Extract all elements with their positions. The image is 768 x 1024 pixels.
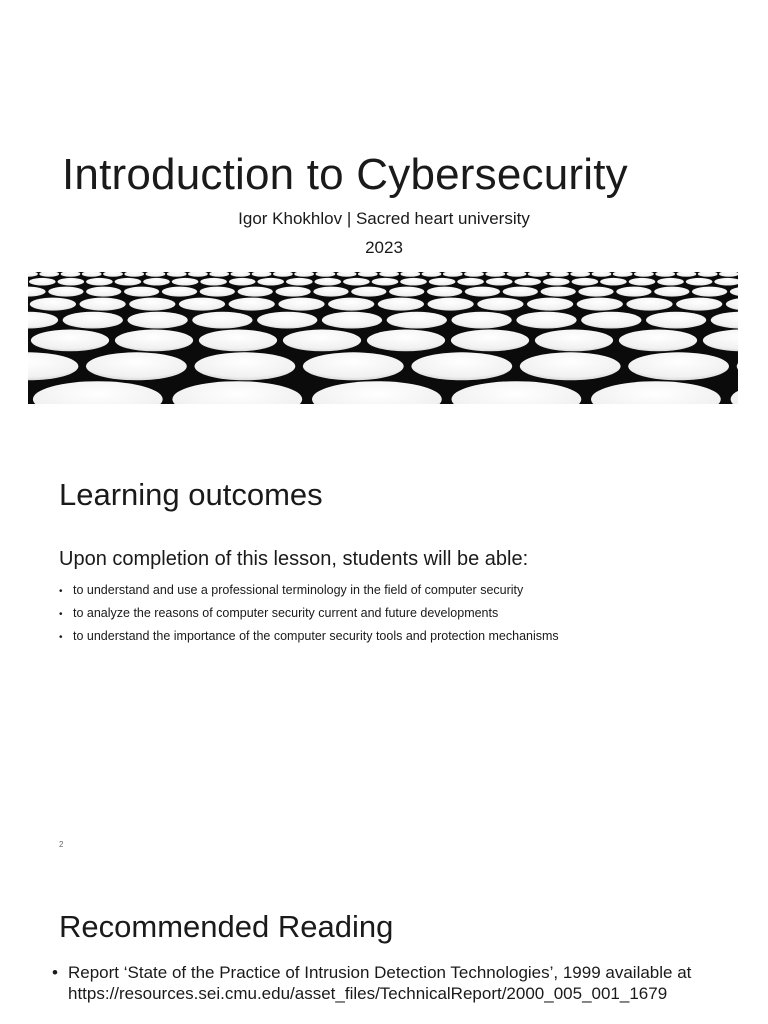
disc-shape: [179, 298, 225, 311]
disc-shape: [507, 272, 527, 277]
disc-shape: [63, 312, 123, 329]
disc-shape: [655, 272, 675, 277]
disc-shape: [572, 278, 599, 286]
disc-shape: [452, 381, 582, 404]
disc-shape: [172, 381, 302, 404]
bullet-icon: •: [59, 632, 63, 643]
disc-shape: [86, 287, 121, 297]
learning-outcomes-lead: Upon completion of this lesson, students will be able:: [59, 548, 529, 570]
disc-shape: [686, 278, 713, 286]
disc-shape: [422, 272, 442, 277]
disc-shape: [516, 312, 576, 329]
disc-shape: [273, 272, 293, 277]
disc-shape: [129, 298, 175, 311]
disc-shape: [199, 330, 277, 352]
disc-shape: [39, 272, 59, 277]
disc-shape: [628, 352, 729, 380]
disc-shape: [378, 298, 424, 311]
disc-shape: [115, 330, 193, 352]
disc-shape: [719, 272, 738, 277]
disc-shape: [276, 287, 311, 297]
disc-shape: [351, 287, 386, 297]
disc-shape: [503, 287, 538, 297]
disc-shape: [703, 330, 738, 352]
disc-shape: [257, 312, 317, 329]
disc-shape: [379, 272, 399, 277]
disc-shape: [315, 278, 342, 286]
disc-shape: [676, 298, 722, 311]
disc-shape: [477, 298, 523, 311]
disc-shape: [427, 287, 462, 297]
disc-shape: [128, 312, 188, 329]
disc-shape: [400, 272, 420, 277]
disc-shape: [172, 278, 199, 286]
list-item: • to understand the importance of the computer security tools and protection mechanisms: [59, 626, 559, 649]
disc-shape: [443, 272, 463, 277]
disc-shape: [103, 272, 123, 277]
disc-shape: [146, 272, 166, 277]
disc-shape: [312, 381, 442, 404]
learning-outcomes-list: [59, 580, 559, 649]
disc-shape: [677, 272, 697, 277]
disc-shape: [372, 278, 399, 286]
disc-shape: [316, 272, 336, 277]
disc-shape: [115, 278, 142, 286]
disc-shape: [80, 298, 126, 311]
disc-shape: [389, 287, 424, 297]
disc-shape: [646, 312, 706, 329]
disc-shape: [711, 312, 738, 329]
disc-shape: [626, 298, 672, 311]
disc-shape: [698, 272, 718, 277]
slide-subtitle: Igor Khokhlov | Sacred heart university: [238, 209, 530, 228]
disc-shape: [411, 352, 512, 380]
page-number: 2: [59, 840, 64, 849]
recommended-reading-heading: Recommended Reading: [59, 909, 394, 944]
disc-shape: [514, 278, 541, 286]
disc-shape: [520, 352, 621, 380]
disc-shape: [86, 352, 187, 380]
disc-shape: [231, 272, 251, 277]
disc-shape: [486, 278, 513, 286]
hero-discs-pattern: [28, 272, 738, 404]
disc-shape: [737, 352, 738, 380]
disc-shape: [294, 272, 314, 277]
disc-shape: [731, 381, 738, 404]
bullet-icon: •: [52, 963, 58, 982]
disc-shape: [619, 330, 697, 352]
disc-shape: [337, 272, 357, 277]
disc-shape: [124, 272, 144, 277]
disc-shape: [229, 298, 275, 311]
disc-shape: [591, 381, 721, 404]
disc-shape: [452, 312, 512, 329]
disc-shape: [714, 278, 738, 286]
disc-shape: [188, 272, 208, 277]
disc-shape: [485, 272, 505, 277]
disc-shape: [257, 278, 284, 286]
disc-shape: [549, 272, 569, 277]
disc-shape: [286, 278, 313, 286]
disc-shape: [528, 272, 548, 277]
disc-shape: [367, 330, 445, 352]
disc-shape: [358, 272, 378, 277]
disc-shape: [726, 298, 738, 311]
bullet-icon: •: [59, 609, 63, 620]
disc-shape: [451, 330, 529, 352]
disc-shape: [283, 330, 361, 352]
disc-shape: [581, 312, 641, 329]
disc-shape: [195, 352, 296, 380]
disc-shape: [192, 312, 252, 329]
disc-shape: [578, 287, 613, 297]
disc-shape: [313, 287, 348, 297]
disc-shape: [543, 278, 570, 286]
disc-shape: [387, 312, 447, 329]
disc-shape: [592, 272, 612, 277]
disc-shape: [730, 287, 738, 297]
disc-shape: [629, 278, 656, 286]
disc-shape: [657, 278, 684, 286]
disc-shape: [600, 278, 627, 286]
disc-shape: [200, 287, 235, 297]
disc-shape: [634, 272, 654, 277]
disc-shape: [31, 330, 109, 352]
disc-shape: [61, 272, 81, 277]
disc-shape: [86, 278, 113, 286]
disc-shape: [464, 272, 484, 277]
disc-shape: [400, 278, 427, 286]
reading-item: Report ‘State of the Practice of Intrusion Detection Technologies’, 1999 available at https://resources.sei.cmu.edu/asset_files/TechnicalReport/2000_005_001_1679: [68, 963, 692, 1003]
disc-shape: [654, 287, 689, 297]
disc-shape: [278, 298, 324, 311]
disc-shape: [30, 298, 76, 311]
disc-shape: [238, 287, 273, 297]
disc-shape: [577, 298, 623, 311]
disc-shape: [343, 278, 370, 286]
disc-shape: [570, 272, 590, 277]
learning-outcomes-heading: Learning outcomes: [59, 477, 323, 512]
disc-shape: [465, 287, 500, 297]
disc-shape: [252, 272, 272, 277]
disc-shape: [167, 272, 187, 277]
slide-title: Introduction to Cybersecurity: [62, 150, 628, 199]
disc-shape: [535, 330, 613, 352]
disc-shape: [616, 287, 651, 297]
disc-shape: [58, 278, 85, 286]
disc-shape: [428, 298, 474, 311]
disc-shape: [28, 352, 78, 380]
disc-shape: [209, 272, 229, 277]
slide-year: 2023: [365, 238, 403, 257]
list-item: • to understand and use a professional terminology in the field of computer security: [59, 580, 559, 603]
bullet-icon: •: [59, 586, 63, 597]
disc-shape: [28, 287, 46, 297]
disc-shape: [322, 312, 382, 329]
disc-shape: [200, 278, 227, 286]
hero-image: [28, 272, 738, 404]
disc-shape: [162, 287, 197, 297]
disc-shape: [328, 298, 374, 311]
reading-list: [52, 962, 752, 1004]
disc-shape: [303, 352, 404, 380]
disc-shape: [541, 287, 576, 297]
disc-shape: [28, 272, 38, 277]
disc-shape: [29, 278, 56, 286]
disc-shape: [692, 287, 727, 297]
disc-shape: [33, 381, 163, 404]
disc-shape: [229, 278, 256, 286]
list-item: • to analyze the reasons of computer security current and future developments: [59, 603, 559, 626]
disc-shape: [527, 298, 573, 311]
disc-shape: [28, 312, 58, 329]
disc-shape: [457, 278, 484, 286]
disc-shape: [613, 272, 633, 277]
disc-shape: [429, 278, 456, 286]
disc-shape: [48, 287, 83, 297]
disc-shape: [143, 278, 170, 286]
disc-shape: [82, 272, 102, 277]
disc-shape: [124, 287, 159, 297]
